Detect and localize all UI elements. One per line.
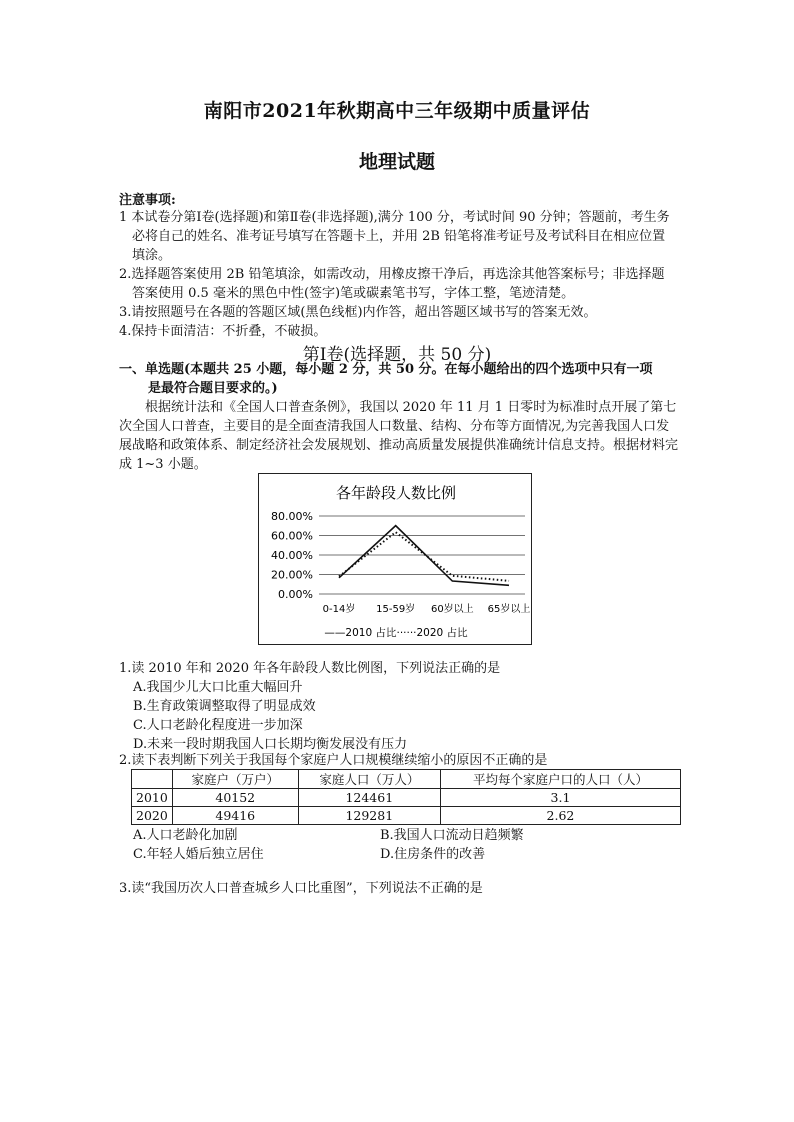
- question-2-option-a: A.人口老龄化加剧: [133, 828, 238, 843]
- table-cell: 2010: [132, 789, 173, 807]
- section-line: 是最符合题目要求的。): [148, 381, 278, 396]
- notice-item: 3.请按照题号在各题的答题区域(黑色线框)内作答，超出答题区域书写的答案无效。: [119, 305, 597, 320]
- chart-series-2020-line: [339, 532, 509, 581]
- section-instructions: [119, 360, 679, 398]
- exam-subject: 地理试题: [358, 151, 435, 173]
- chart-x-tick-label: 65岁以上: [487, 604, 531, 615]
- question-1-option-b: B.生育政策调整取得了明显成效: [133, 699, 316, 714]
- household-table: [131, 769, 681, 825]
- question-1-stem: 1.读 2010 年和 2020 年各年龄段人数比例图，下列说法正确的是: [119, 661, 501, 676]
- chart-x-tick-label: 60岁以上: [430, 604, 474, 615]
- table-header-cell: 平均每个家庭户口的人口（人）: [440, 770, 680, 789]
- reading-material: 根据统计法和《全国人口普查条例》，我国以 2020 年 11 月 1 日零时为标准时点开展了第七次全国人口普查，主要目的是全面查清我国人口数量、结构、分布等方面情况,为完善我国人口发展战略和政策体系、制定经济社会发展规划、推动高质量发展提供准确统计信息支持。根据材料完成 1~3 小题。: [119, 400, 679, 472]
- table-cell: 124461: [298, 789, 440, 807]
- question-1-option-d: D.未来一段时期我国人口长期均衡发展没有压力: [133, 737, 408, 752]
- chart-y-tick-label: 0.00%: [278, 588, 313, 601]
- question-2-option-c: C.年轻人婚后独立居住: [133, 847, 264, 862]
- table-cell: 49416: [172, 807, 298, 825]
- chart-x-tick-label: 0-14岁: [322, 604, 356, 615]
- table-header-row: [132, 770, 681, 789]
- table-row: [132, 789, 681, 807]
- table-cell: 2020: [132, 807, 173, 825]
- notice-heading: 注意事项:: [119, 193, 176, 208]
- question-1-option-a: A.我国少儿大口比重大幅回升: [133, 680, 303, 695]
- section-line: 一、单选题(本题共 25 小题，每小题 2 分，共 50 分。在每小题给出的四个选项中只有一项: [119, 362, 653, 377]
- question-1-option-c: C.人口老龄化程度进一步加深: [133, 718, 303, 733]
- table-header-cell: 家庭户（万户）: [172, 770, 298, 789]
- question-2-option-b: B.我国人口流动日趋频繁: [380, 828, 524, 843]
- chart-y-tick-label: 80.00%: [271, 510, 313, 523]
- chart-x-tick-label: 15-59岁: [376, 604, 416, 615]
- question-2-option-d: D.住房条件的改善: [380, 847, 486, 862]
- question-2-stem: 2.读下表判断下列关于我国每个家庭户人口规模继续缩小的原因不正确的是: [119, 753, 548, 768]
- notice-item: 4.保持卡面清洁：不折叠，不破损。: [119, 324, 327, 339]
- notice-item: 1 本试卷分第Ⅰ卷(选择题)和第Ⅱ卷(非选择题),满分 100 分，考试时间 90 分钟；答题前，考生务必将自己的姓名、准考证号填写在答题卡上，并用 2B 铅笔将准考证号及考试科目在相应位置填涂。: [119, 210, 670, 263]
- notice-list: [119, 208, 677, 341]
- age-ratio-chart: [258, 473, 532, 645]
- exam-title: 南阳市2021年秋期高中三年级期中质量评估: [203, 100, 591, 122]
- chart-title: 各年龄段人数比例: [335, 484, 457, 502]
- chart-y-tick-label: 20.00%: [271, 568, 313, 582]
- part-title: 第Ⅰ卷(选择题，共 50 分): [302, 345, 492, 365]
- chart-legend: ——2010 占比······2020 占比: [324, 627, 468, 639]
- chart-y-tick-label: 40.00%: [271, 549, 313, 562]
- notice-item: 2.选择题答案使用 2B 铅笔填涂，如需改动，用橡皮擦干净后，再选涂其他答案标号；非选择题答案使用 0.5 毫米的黑色中性(签字)笔或碳素笔书写，字体工整，笔迹清楚。: [119, 267, 665, 301]
- table-cell: 2.62: [440, 807, 680, 825]
- question-3-stem: 3.读“我国历次人口普查城乡人口比重图”，下列说法不正确的是: [119, 881, 483, 896]
- table-row: [132, 807, 681, 825]
- table-cell: 40152: [172, 789, 298, 807]
- table-header-cell: 家庭人口（万人）: [298, 770, 440, 789]
- table-header-cell: [132, 770, 173, 789]
- chart-svg: [259, 474, 533, 646]
- table-cell: 3.1: [440, 789, 680, 807]
- chart-y-tick-label: 60.00%: [271, 529, 313, 543]
- table-cell: 129281: [298, 807, 440, 825]
